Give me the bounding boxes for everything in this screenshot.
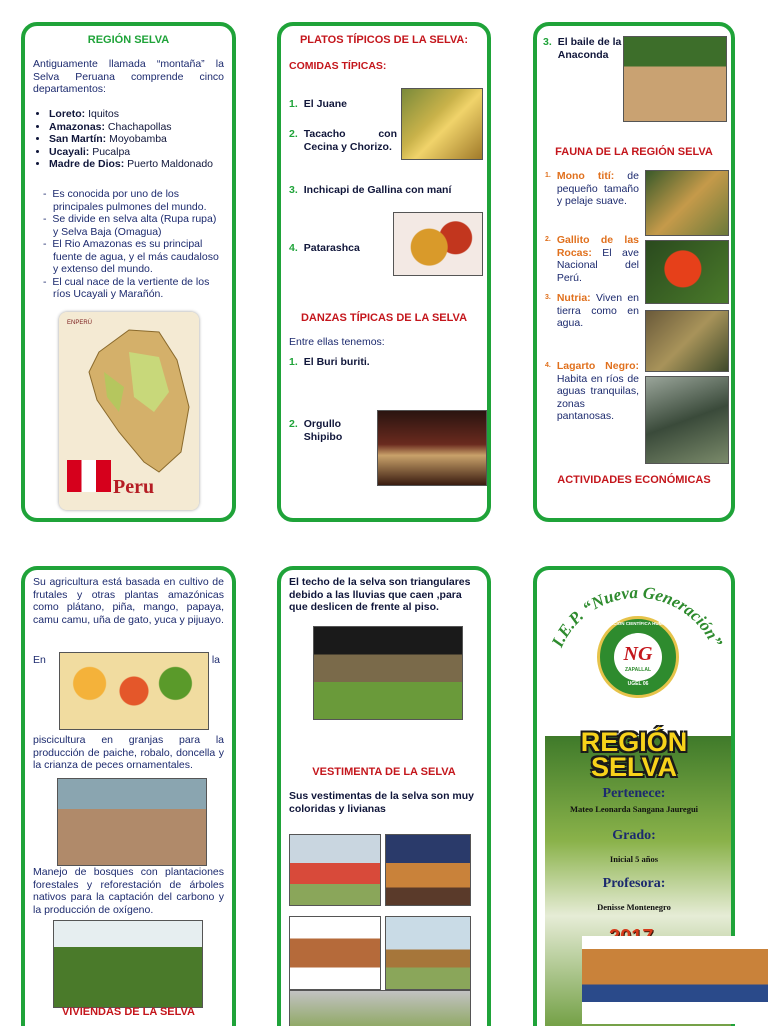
region-title: REGIÓN SELVA	[580, 727, 688, 782]
housing-title: VIVIENDAS DE LA SELVA	[61, 1006, 196, 1018]
fauna-title: FAUNA DE LA REGIÓN SELVA	[555, 146, 713, 158]
department-item: • Amazonas: Chachapollas	[49, 121, 224, 134]
department-item: • Ucayali: Pucalpa	[49, 146, 224, 159]
dish-item: 4. Patarashca	[289, 242, 360, 254]
forest-text: Manejo de bosques con plantaciones forestales y reforestación de árboles nativos para la captación del carbono y la producción de oxígeno.	[33, 866, 224, 916]
panel-fauna	[533, 22, 735, 522]
anaconda-dance-image	[623, 36, 727, 122]
department-item: • Madre de Dios: Puerto Maldonado	[49, 158, 224, 171]
roof-text: El techo de la selva son triangulares debido a las lluvias que caen ,para que deslicen de frente al piso.	[289, 576, 471, 613]
logo-place: ZAPALLAL	[624, 667, 651, 673]
panel-region-selva	[21, 22, 236, 522]
economic-title: ACTIVIDADES ECONÓMICAS	[557, 474, 711, 486]
clothing-photo-1	[289, 834, 381, 906]
teacher-name: Denisse Montenegro	[597, 902, 671, 912]
logo-bottom-text: UGEL 06	[627, 681, 649, 687]
juane-image	[401, 88, 483, 160]
paiche-image	[57, 778, 207, 866]
fact-item: - Se divide en selva alta (Rupa rupa) y Selva Baja (Omagua)	[43, 213, 217, 238]
student-name: Mateo Leonarda Sangana Jauregui	[569, 804, 699, 814]
fruits-image	[59, 652, 209, 730]
clothing-photo-4	[385, 916, 471, 990]
clothing-photo-5	[289, 990, 471, 1026]
fauna-item: 3. Nutria: Viven en tierra como en agua.	[545, 292, 639, 329]
forest-image	[53, 920, 203, 1008]
dish-item: 1. El Juane	[289, 98, 347, 110]
fauna-item: 2. Gallito de las Rocas: El ave Nacional del Perú.	[545, 234, 639, 284]
teacher-label: Profesora:	[602, 876, 666, 891]
svg-text:I.E.P. “Nueva Generación”: I.E.P. “Nueva Generación”	[547, 582, 727, 650]
fact-item: - El Rio Amazonas es su principal fuente de agua, y el más caudaloso y extenso del mundo.	[43, 238, 219, 275]
panel-economy	[21, 566, 236, 1026]
panel-housing-clothing	[277, 566, 491, 1026]
agriculture-text: Su agricultura está basada en cultivo de frutales y otras plantas amazónicas como plátano, piña, mango, papaya, camu camu, uña de gato, yuca y pijuayo.	[33, 576, 224, 626]
patarashca-image	[393, 212, 483, 276]
dish-item: 3. Inchicapi de Gallina con maní	[289, 184, 452, 196]
clothing-photo-3	[289, 916, 381, 990]
logo-top-text: EDUCACIÓN CIENTÍFICA HUMANISTA	[597, 621, 679, 626]
dance-item: 1. El Buri buriti.	[289, 356, 370, 368]
intro-text: Antiguamente llamada “montaña” la Selva Peruana comprende cinco departamentos:	[33, 58, 224, 95]
text-en: En	[33, 654, 46, 666]
fish-farming-text: piscicultura en granjas para la producción de paiche, robalo, doncella y la crianza de peces ornamentales.	[33, 734, 224, 771]
section-subtitle: COMIDAS TÍPICAS:	[289, 60, 387, 72]
cover-dancers-image	[582, 936, 768, 1024]
map-label: ENPERÚ	[67, 320, 93, 326]
peru-flag	[67, 460, 111, 492]
panel-typical-dishes	[277, 22, 491, 522]
peru-map-image	[59, 312, 199, 510]
clothing-photo-2	[385, 834, 471, 906]
fact-item: - Es conocida por uno de los principales pulmones del mundo.	[43, 188, 207, 213]
dish-item: 2. Tacacho con Cecina y Chorizo.	[289, 128, 397, 153]
peru-flag-text: Peru	[113, 476, 155, 498]
caiman-image	[645, 376, 729, 464]
dance-item-anaconda: 3. El baile de la Anaconda	[543, 36, 622, 61]
jungle-houses-image	[313, 626, 463, 720]
fact-item: - El cual nace de la vertiente de los ríos Ucayali y Marañón.	[43, 275, 210, 300]
clothing-text: Sus vestimentas de la selva son muy coloridas y livianas	[289, 790, 475, 815]
otter-image	[645, 310, 729, 372]
text-la: la	[211, 654, 220, 666]
shipibo-dance-image	[377, 410, 487, 486]
logo-initials: NG	[623, 643, 653, 665]
fauna-item: 1. Mono tití: de pequeño tamaño y pelaje suave.	[545, 170, 639, 207]
dance-title: DANZAS TÍPICAS DE LA SELVA	[300, 312, 468, 324]
belongs-label: Pertenece:	[602, 786, 666, 801]
dance-intro: Entre ellas tenemos:	[289, 336, 385, 348]
dance-item: 2. Orgullo Shipibo	[289, 418, 343, 443]
monkey-image	[645, 170, 729, 236]
fact-list	[39, 188, 224, 301]
fauna-item: 4. Lagarto Negro: Habita en ríos de aguas tranquilas, zonas pantanosas.	[545, 360, 639, 422]
clothing-title: VESTIMENTA DE LA SELVA	[312, 766, 456, 778]
panel-title: REGIÓN SELVA	[87, 34, 170, 46]
department-list	[33, 108, 224, 171]
department-item: • San Martín: Moyobamba	[49, 133, 224, 146]
department-item: • Loreto: Iquitos	[49, 108, 224, 121]
school-logo	[597, 616, 679, 698]
grade-label: Grado:	[612, 828, 656, 843]
panel-title: PLATOS TÍPICOS DE LA SELVA:	[299, 34, 469, 46]
grade-value: Inicial 5 años	[609, 854, 659, 864]
cock-of-rock-image	[645, 240, 729, 304]
